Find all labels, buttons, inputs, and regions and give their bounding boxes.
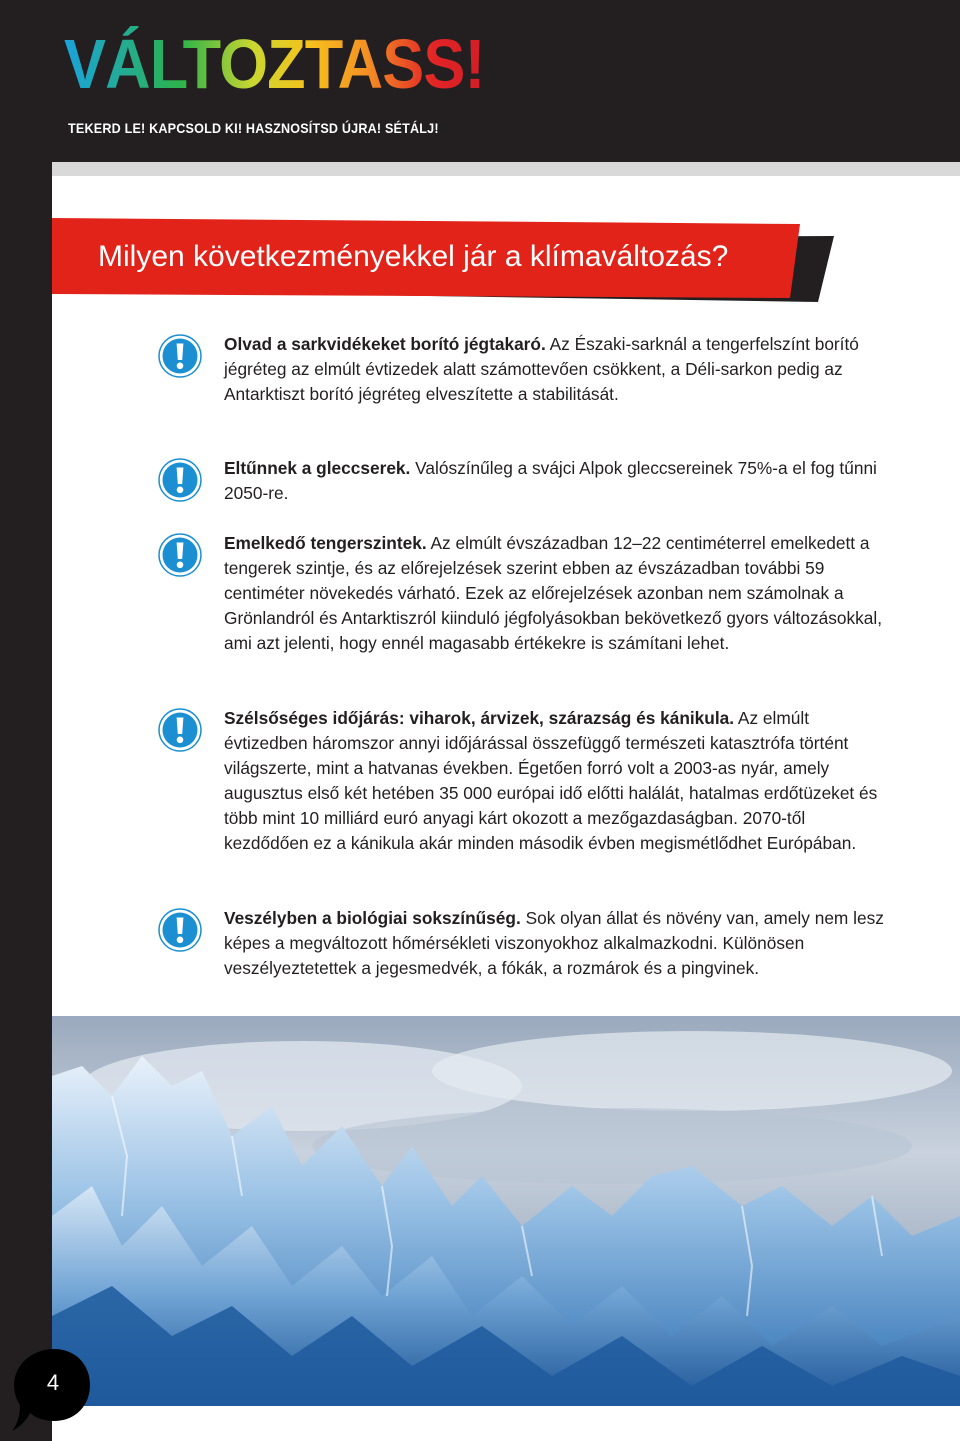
item-text	[224, 906, 886, 981]
section-banner	[52, 214, 842, 306]
item-text	[224, 706, 886, 856]
item-body: Az elmúlt évtizedben háromszor annyi időjárással összefüggő természeti katasztrófa történt világszerte, mint a hatvanas években. Égetően forró volt a 2003-as nyár, amely augusztus első két hetében 35 000 európai idő előtti halálát, hatalmas erdőtüzeket és több mint 10 milliárd euró anyagi kárt okozott a mezőgazdaságban. 2070-től kezdődően ez a kánikula akár minden második évben megismétlődhet Európában.	[224, 708, 878, 853]
exclamation-icon	[158, 708, 202, 752]
exclamation-icon	[158, 334, 202, 378]
exclamation-icon	[158, 458, 202, 502]
logo-tagline: TEKERD LE! KAPCSOLD KI! HASZNOSÍTSD ÚJRA! SÉTÁLJ!	[68, 120, 439, 136]
logo-title: VÁLTOZTASS!	[64, 25, 485, 103]
item-heading: Emelkedő tengerszintek.	[224, 533, 427, 553]
item-text	[224, 332, 886, 407]
item-heading: Eltűnnek a gleccserek.	[224, 458, 411, 478]
item-body: Az elmúlt évszázadban 12–22 centiméterrel emelkedett a tengerek szintje, és az előrejelzések szerint ebben az évszázadban további 59 centiméter növekedés várható. Ezek az előrejelzések azonban nem számolnak a Grönlandról és Antarktiszról kiinduló jégfolyásokban bekövetkező gyors változásokkal, ami azt jelenti, hogy ennél magasabb értékekre is számítani lehet.	[224, 533, 882, 653]
exclamation-icon	[158, 908, 202, 952]
item-heading: Veszélyben a biológiai sokszínűség.	[224, 908, 521, 928]
campaign-logo	[64, 24, 485, 142]
item-body: Az Északi-sarknál a tengerfelszínt borító jégréteg az elmúlt évtizedek alatt számottevően csökkent, a Déli-sarkon pedig az Antarktiszt borító jégréteg elveszítette a stabilitását.	[224, 334, 859, 404]
glacier-photo	[52, 1016, 960, 1406]
item-heading: Olvad a sarkvidékeket borító jégtakaró.	[224, 334, 546, 354]
page-title: Milyen következményekkel jár a klímaváltozás?	[98, 240, 729, 273]
left-sidebar-band	[0, 0, 52, 1441]
item-heading: Szélsőséges időjárás: viharok, árvizek, szárazság és kánikula.	[224, 708, 735, 728]
header-divider	[52, 162, 960, 176]
page-number: 4	[46, 1370, 60, 1395]
item-body: Valószínűleg a svájci Alpok gleccsereinek 75%-a el fog tűnni 2050-re.	[224, 458, 877, 503]
item-text	[224, 456, 886, 506]
item-body: Sok olyan állat és növény van, amely nem lesz képes a megváltozott hőmérsékleti viszonyokhoz alkalmazkodni. Különösen veszélyeztetettek a jegesmedvék, a fókák, a rozmárok és a pingvinek.	[224, 908, 884, 978]
exclamation-icon	[158, 533, 202, 577]
item-text	[224, 531, 886, 656]
